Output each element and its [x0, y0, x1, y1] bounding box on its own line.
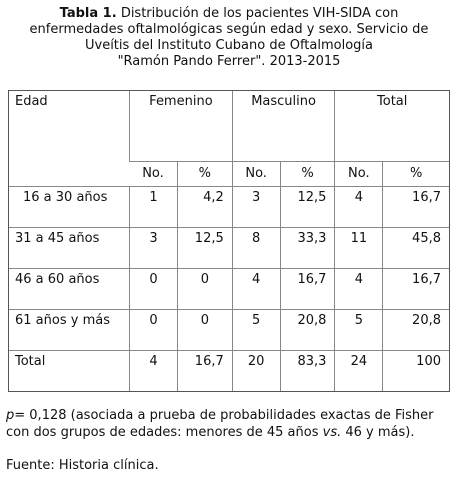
cell-f-pct: 16,7 — [177, 350, 232, 391]
cell-t-no: 24 — [334, 350, 382, 391]
distribution-table — [8, 90, 450, 392]
caption-line-3: Uveítis del Instituto Cubano de Oftalmología — [84, 38, 373, 53]
cell-f-no: 4 — [129, 350, 177, 391]
row-label: Total — [9, 350, 129, 391]
caption-label: Tabla 1. — [59, 6, 117, 21]
caption-line-2: enfermedades oftalmológicas según edad y sexo. Servicio de — [29, 22, 429, 37]
cell-m-no: 3 — [232, 186, 280, 227]
cell-f-pct: 0 — [177, 268, 232, 309]
source-note: Fuente: Historia clínica. — [6, 458, 159, 473]
table-row — [9, 227, 449, 268]
cell-t-no: 11 — [334, 227, 382, 268]
subheader-m-no: No. — [232, 161, 280, 186]
cell-m-pct: 83,3 — [280, 350, 335, 391]
cell-t-pct: 16,7 — [382, 186, 449, 227]
note-tail: 46 y más). — [345, 425, 415, 440]
cell-f-pct: 0 — [177, 309, 232, 350]
cell-t-pct: 45,8 — [382, 227, 449, 268]
row-label: 46 a 60 años — [9, 268, 129, 309]
row-label: 16 a 30 años — [9, 186, 129, 227]
table-row — [9, 309, 449, 350]
table-row — [9, 186, 449, 227]
cell-t-pct: 16,7 — [382, 268, 449, 309]
cell-m-no: 5 — [232, 309, 280, 350]
cell-m-pct: 16,7 — [280, 268, 335, 309]
cell-m-pct: 33,3 — [280, 227, 335, 268]
cell-f-no: 1 — [129, 186, 177, 227]
cell-f-no: 0 — [129, 268, 177, 309]
caption-line-1: Distribución de los pacientes VIH-SIDA con — [120, 6, 399, 21]
table-row — [9, 268, 449, 309]
cell-f-no: 0 — [129, 309, 177, 350]
table-row-total — [9, 350, 449, 391]
subheader-f-no: No. — [129, 161, 177, 186]
subheader-t-pct: % — [382, 161, 449, 186]
cell-f-no: 3 — [129, 227, 177, 268]
table-header-row — [9, 91, 449, 161]
cell-t-no: 4 — [334, 268, 382, 309]
header-total: Total — [334, 91, 449, 161]
cell-m-pct: 20,8 — [280, 309, 335, 350]
row-label: 61 años y más — [9, 309, 129, 350]
cell-f-pct: 4,2 — [177, 186, 232, 227]
p-label: p — [6, 408, 15, 423]
subheader-m-pct: % — [280, 161, 335, 186]
subheader-f-pct: % — [177, 161, 232, 186]
cell-t-no: 4 — [334, 186, 382, 227]
subheader-t-no: No. — [334, 161, 382, 186]
cell-t-pct: 100 — [382, 350, 449, 391]
statistical-note — [6, 407, 454, 441]
header-femenino: Femenino — [129, 91, 232, 161]
header-masculino: Masculino — [232, 91, 335, 161]
cell-m-no: 8 — [232, 227, 280, 268]
cell-f-pct: 12,5 — [177, 227, 232, 268]
vs-text: vs. — [322, 425, 342, 440]
header-edad: Edad — [15, 94, 48, 109]
caption-line-4: "Ramón Pando Ferrer". 2013-2015 — [117, 54, 341, 69]
cell-m-pct: 12,5 — [280, 186, 335, 227]
cell-m-no: 20 — [232, 350, 280, 391]
table-caption — [0, 6, 458, 70]
cell-t-pct: 20,8 — [382, 309, 449, 350]
p-value-text: = 0,128 (asociada a prueba de probabilidades exactas de Fisher con dos grupos de edades: menores de 45 años — [6, 408, 434, 440]
row-label: 31 a 45 años — [9, 227, 129, 268]
cell-m-no: 4 — [232, 268, 280, 309]
cell-t-no: 5 — [334, 309, 382, 350]
